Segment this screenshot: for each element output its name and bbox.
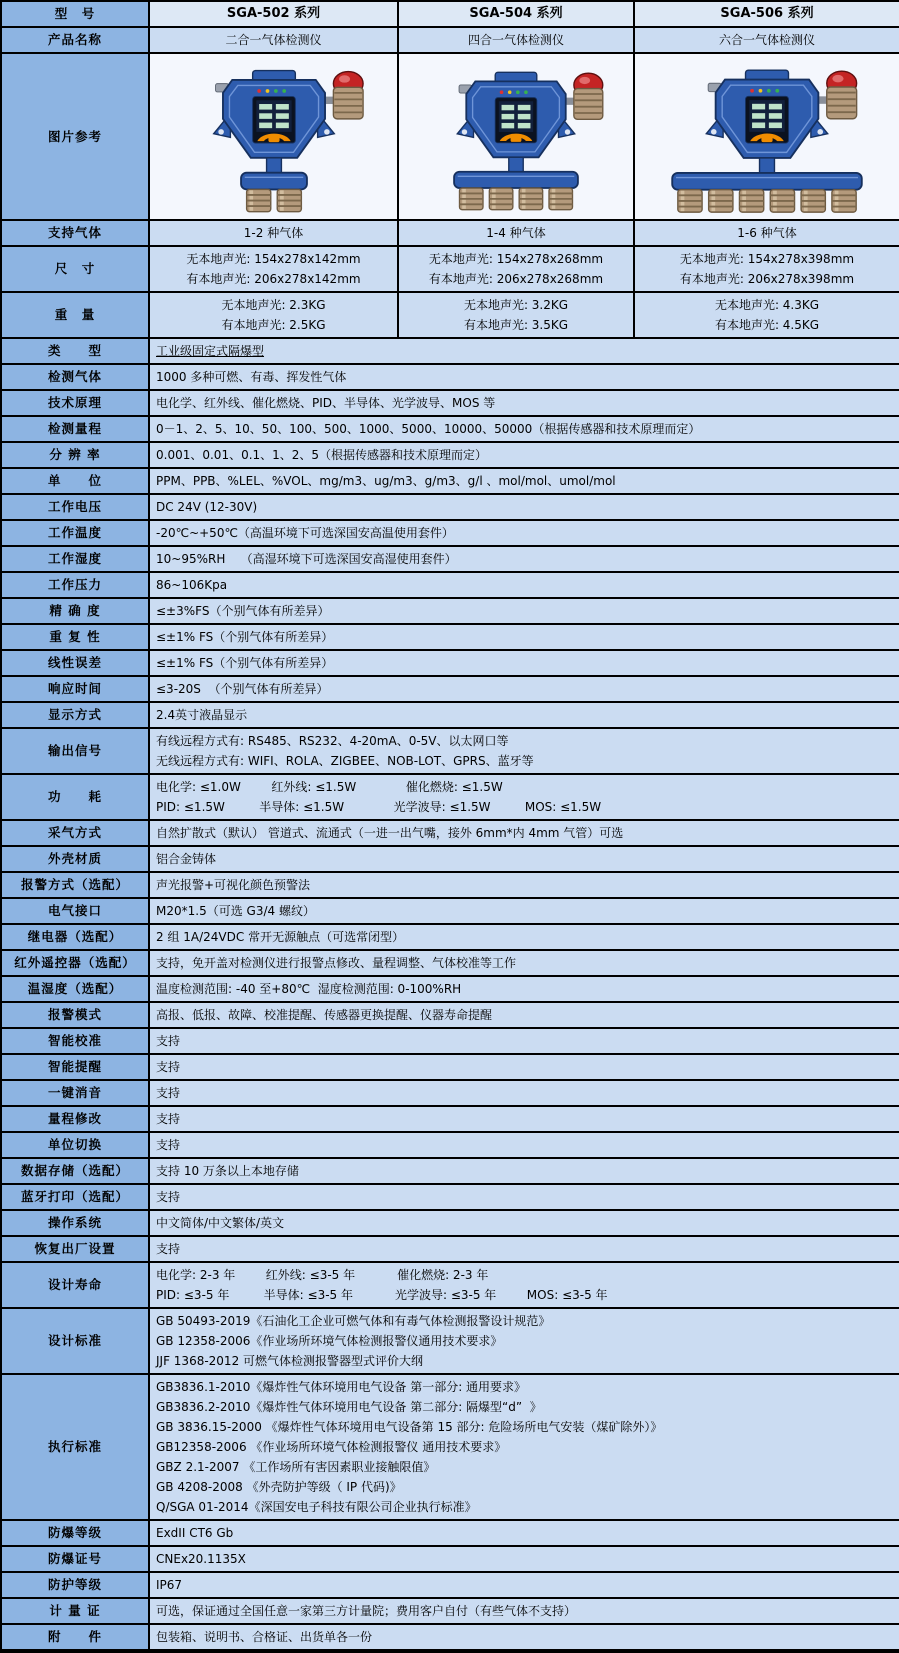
table-row [2,1055,897,1081]
spec-row-label: 工作压力 [2,573,150,599]
spec-value-line: GB3836.2-2010《爆炸性气体环境用电气设备 第二部分: 隔爆型“d” 》 [156,1400,542,1414]
table-row [2,1521,897,1547]
supported-gas-row [2,221,897,247]
table-row [2,1211,897,1237]
table-row [2,925,897,951]
spec-value-line: GB3836.1-2010《爆炸性气体环境用电气设备 第一部分: 通用要求》 [156,1380,527,1394]
spec-value-line: 支持 [156,1034,181,1048]
model-row [2,2,897,28]
spec-row-value [150,899,899,925]
spec-row-label: 设计标准 [2,1309,150,1375]
spec-row-label: 显示方式 [2,703,150,729]
spec-value-line: ≤3-20S （个别气体有所差异） [156,682,329,696]
table-row [2,365,897,391]
spec-value-line: IP67 [156,1578,183,1592]
spec-row-label: 精 确 度 [2,599,150,625]
spec-row-label: 输出信号 [2,729,150,775]
image-row [2,54,897,221]
spec-rows-container [2,339,897,1651]
spec-row-value [150,1081,899,1107]
spec-row-label: 工作温度 [2,521,150,547]
spec-row-label: 数据存储（选配） [2,1159,150,1185]
spec-row-label: 电气接口 [2,899,150,925]
spec-row-label: 单 位 [2,469,150,495]
spec-value-line: 支持 [156,1086,181,1100]
spec-row-value [150,873,899,899]
spec-row-label: 工作电压 [2,495,150,521]
spec-row-value [150,339,899,365]
table-row [2,1159,897,1185]
spec-row-label: 红外遥控器（选配） [2,951,150,977]
spec-row-label: 继电器（选配） [2,925,150,951]
spec-value-line: M20*1.5（可选 G3/4 螺纹） [156,904,315,918]
spec-value-line: 支持 [156,1190,181,1204]
spec-value-line: 支持 10 万条以上本地存储 [156,1164,299,1178]
spec-row-value [150,417,899,443]
spec-row-value [150,775,899,821]
size-502: 无本地声光: 154x278x142mm 有本地声光: 206x278x142mm [150,247,399,293]
spec-row-value [150,1263,899,1309]
table-row [2,651,897,677]
spec-value-line: JJF 1368-2012 可燃气体检测报警器型式评价大纲 [156,1354,424,1368]
product-name-502: 二合一气体检测仪 [150,28,399,54]
table-row [2,977,897,1003]
supported-gas-label: 支持气体 [2,221,150,247]
spec-value-line: 86~106Kpa [156,578,228,592]
gas-detector-illustration [642,59,892,214]
spec-row-value [150,1309,899,1375]
spec-row-label: 重 复 性 [2,625,150,651]
spec-row-label: 一键消音 [2,1081,150,1107]
spec-row-label: 工作湿度 [2,547,150,573]
product-name-label: 产品名称 [2,28,150,54]
table-row [2,1573,897,1599]
spec-row-value [150,1547,899,1573]
image-row-label: 图片参考 [2,54,150,221]
spec-row-label: 附 件 [2,1625,150,1651]
table-row [2,1029,897,1055]
spec-value-line: ≤±1% FS（个别气体有所差异） [156,656,334,670]
table-row [2,573,897,599]
table-row [2,495,897,521]
spec-value-line: GB12358-2006 《作业场所环境气体检测报警仪 通用技术要求》 [156,1440,507,1454]
spec-value-line: 电化学、红外线、催化燃烧、PID、半导体、光学波导、MOS 等 [156,396,496,410]
spec-value-line: 自然扩散式（默认） 管道式、流通式（一进一出气嘴，接外 6mm*内 4mm 气管）可选 [156,826,624,840]
spec-row-label: 蓝牙打印（选配） [2,1185,150,1211]
spec-row-value [150,365,899,391]
spec-row-value [150,625,899,651]
table-row [2,729,897,775]
size-504: 无本地声光: 154x278x268mm 有本地声光: 206x278x268mm [399,247,635,293]
table-row [2,1237,897,1263]
spec-row-value [150,521,899,547]
spec-row-value [150,703,899,729]
spec-value-line: PID: ≤3-5 年 半导体: ≤3-5 年 光学波导: ≤3-5 年 MOS: ≤3-5 年 [156,1288,608,1302]
spec-row-value [150,1211,899,1237]
size-label: 尺 寸 [2,247,150,293]
table-row [2,599,897,625]
spec-row-label: 防爆等级 [2,1521,150,1547]
table-row [2,1081,897,1107]
table-row [2,1185,897,1211]
spec-row-label: 技术原理 [2,391,150,417]
table-row [2,775,897,821]
spec-value-line: 工业级固定式隔爆型 [156,344,265,358]
table-row [2,1263,897,1309]
spec-value-line: 包装箱、说明书、合格证、出货单各一份 [156,1630,373,1644]
spec-value-line: 温度检测范围: -40 至+80℃ 湿度检测范围: 0-100%RH [156,982,462,996]
spec-value-line: Q/SGA 01-2014《深国安电子科技有限公司企业执行标准》 [156,1500,477,1514]
spec-value-line: GB 3836.15-2000 《爆炸性气体环境用电气设备第 15 部分: 危险场所电气安装（煤矿除外）》 [156,1420,663,1434]
table-row [2,521,897,547]
table-row [2,443,897,469]
spec-row-value [150,729,899,775]
spec-value-line: GBZ 2.1-2007 《工作场所有害因素职业接触限值》 [156,1460,436,1474]
table-row [2,1599,897,1625]
spec-row-value [150,391,899,417]
spec-row-value [150,1521,899,1547]
weight-row [2,293,897,339]
spec-row-value [150,1375,899,1521]
table-row [2,1375,897,1521]
table-row [2,1547,897,1573]
spec-row-label: 恢复出厂设置 [2,1237,150,1263]
spec-row-value [150,1003,899,1029]
spec-value-line: 2.4英寸液晶显示 [156,708,248,722]
spec-value-line: 电化学: 2-3 年 红外线: ≤3-5 年 催化燃烧: 2-3 年 [156,1268,489,1282]
spec-value-line: -20℃~+50℃（高温环境下可选深国安高温使用套件） [156,526,454,540]
spec-row-value [150,547,899,573]
table-row [2,417,897,443]
spec-row-label: 分 辨 率 [2,443,150,469]
spec-value-line: PID: ≤1.5W 半导体: ≤1.5W 光学波导: ≤1.5W MOS: ≤1.5W [156,800,602,814]
model-sga-502: SGA-502 系列 [150,2,399,28]
spec-value-line: ≤±1% FS（个别气体有所差异） [156,630,334,644]
spec-value-line: 声光报警+可视化颜色预警法 [156,878,311,892]
spec-value-line: 有线远程方式有: RS485、RS232、4-20mA、0-5V、以太网口等 [156,734,509,748]
table-row [2,951,897,977]
spec-row-label: 操作系统 [2,1211,150,1237]
table-row [2,873,897,899]
spec-row-value [150,1029,899,1055]
spec-row-label: 设计寿命 [2,1263,150,1309]
spec-value-line: GB 4208-2008 《外壳防护等级（ IP 代码)》 [156,1480,402,1494]
spec-row-value [150,925,899,951]
spec-row-label: 类 型 [2,339,150,365]
spec-value-line: PPM、PPB、%LEL、%VOL、mg/m3、ug/m3、g/m3、g/l 、mol/mol、umol/mol [156,474,616,488]
spec-value-line: CNEx20.1135X [156,1552,246,1566]
model-sga-506: SGA-506 系列 [635,2,899,28]
spec-row-label: 智能提醒 [2,1055,150,1081]
spec-value-line: 1000 多种可燃、有毒、挥发性气体 [156,370,347,384]
spec-value-line: DC 24V (12-30V) [156,500,258,514]
table-row [2,391,897,417]
product-name-504: 四合一气体检测仪 [399,28,635,54]
spec-row-value [150,1599,899,1625]
model-row-label: 型 号 [2,2,150,28]
weight-label: 重 量 [2,293,150,339]
spec-row-label: 功 耗 [2,775,150,821]
spec-value-line: 中文简体/中文繁体/英文 [156,1216,285,1230]
spec-row-value [150,1625,899,1651]
spec-value-line: 支持，免开盖对检测仪进行报警点修改、量程调整、气体校准等工作 [156,956,517,970]
table-row [2,899,897,925]
spec-value-line: 10~95%RH （高湿环境下可选深国安高湿使用套件） [156,552,457,566]
spec-row-label: 响应时间 [2,677,150,703]
supported-gas-504: 1-4 种气体 [399,221,635,247]
spec-value-line: 无线远程方式有: WIFI、ROLA、ZIGBEE、NOB-LOT、GPRS、蓝牙等 [156,754,534,768]
spec-row-value [150,599,899,625]
gas-detector-illustration [158,59,390,214]
weight-504: 无本地声光: 3.2KG 有本地声光: 3.5KG [399,293,635,339]
spec-row-value [150,847,899,873]
spec-value-line: 可选，保证通过全国任意一家第三方计量院；费用客户自付（有些气体不支持） [156,1604,577,1618]
spec-value-line: 支持 [156,1138,181,1152]
supported-gas-506: 1-6 种气体 [635,221,899,247]
spec-row-value [150,443,899,469]
supported-gas-502: 1-2 种气体 [150,221,399,247]
spec-row-label: 防护等级 [2,1573,150,1599]
spec-row-value [150,651,899,677]
table-row [2,677,897,703]
spec-row-value [150,1133,899,1159]
spec-row-value [150,1055,899,1081]
spec-row-value [150,495,899,521]
spec-row-label: 智能校准 [2,1029,150,1055]
spec-row-value [150,821,899,847]
spec-row-label: 单位切换 [2,1133,150,1159]
size-row [2,247,897,293]
spec-value-line: ≤±3%FS（个别气体有所差异） [156,604,330,618]
spec-row-label: 报警模式 [2,1003,150,1029]
table-row [2,703,897,729]
product-name-row [2,28,897,54]
spec-row-label: 防爆证号 [2,1547,150,1573]
spec-row-label: 采气方式 [2,821,150,847]
spec-row-label: 计 量 证 [2,1599,150,1625]
table-row [2,1309,897,1375]
spec-row-label: 温湿度（选配） [2,977,150,1003]
spec-row-label: 线性误差 [2,651,150,677]
spec-row-value [150,951,899,977]
spec-value-line: GB 50493-2019《石油化工企业可燃气体和有毒气体检测报警设计规范》 [156,1314,551,1328]
spec-row-value [150,469,899,495]
spec-row-value [150,977,899,1003]
spec-row-label: 外壳材质 [2,847,150,873]
weight-506: 无本地声光: 4.3KG 有本地声光: 4.5KG [635,293,899,339]
spec-row-value [150,573,899,599]
spec-row-value [150,677,899,703]
spec-value-line: 高报、低报、故障、校准提醒、传感器更换提醒、仪器寿命提醒 [156,1008,493,1022]
spec-value-line: 支持 [156,1060,181,1074]
sga-506-detector-photo [635,54,899,221]
spec-row-label: 报警方式（选配） [2,873,150,899]
spec-value-line: 0.001、0.01、0.1、1、2、5（根据传感器和技术原理而定） [156,448,488,462]
table-row [2,469,897,495]
spec-row-label: 检测气体 [2,365,150,391]
spec-value-line: 支持 [156,1112,181,1126]
table-row [2,1133,897,1159]
spec-value-line: 0－1、2、5、10、50、100、500、1000、5000、10000、50000（根据传感器和技术原理而定） [156,422,701,436]
table-row [2,1107,897,1133]
spec-value-line: 电化学: ≤1.0W 红外线: ≤1.5W 催化燃烧: ≤1.5W [156,780,503,794]
spec-value-line: ExdII CT6 Gb [156,1526,234,1540]
spec-row-value [150,1185,899,1211]
table-row [2,339,897,365]
spec-row-label: 检测量程 [2,417,150,443]
gas-detector-illustration [403,59,629,214]
spec-row-value [150,1159,899,1185]
product-name-506: 六合一气体检测仪 [635,28,899,54]
spec-value-line: 支持 [156,1242,181,1256]
spec-row-value [150,1107,899,1133]
sga-502-detector-photo [150,54,399,221]
weight-502: 无本地声光: 2.3KG 有本地声光: 2.5KG [150,293,399,339]
model-sga-504: SGA-504 系列 [399,2,635,28]
table-row [2,625,897,651]
spec-row-label: 执行标准 [2,1375,150,1521]
table-row [2,1003,897,1029]
spec-row-label: 量程修改 [2,1107,150,1133]
table-row [2,547,897,573]
spec-row-value [150,1573,899,1599]
table-row [2,847,897,873]
table-row [2,1625,897,1651]
sga-504-detector-photo [399,54,635,221]
size-506: 无本地声光: 154x278x398mm 有本地声光: 206x278x398mm [635,247,899,293]
spec-value-line: 2 组 1A/24VDC 常开无源触点（可选常闭型） [156,930,405,944]
spec-value-line: GB 12358-2006《作业场所环境气体检测报警仪通用技术要求》 [156,1334,503,1348]
spec-value-line: 铝合金铸体 [156,852,217,866]
spec-row-value [150,1237,899,1263]
table-row [2,821,897,847]
